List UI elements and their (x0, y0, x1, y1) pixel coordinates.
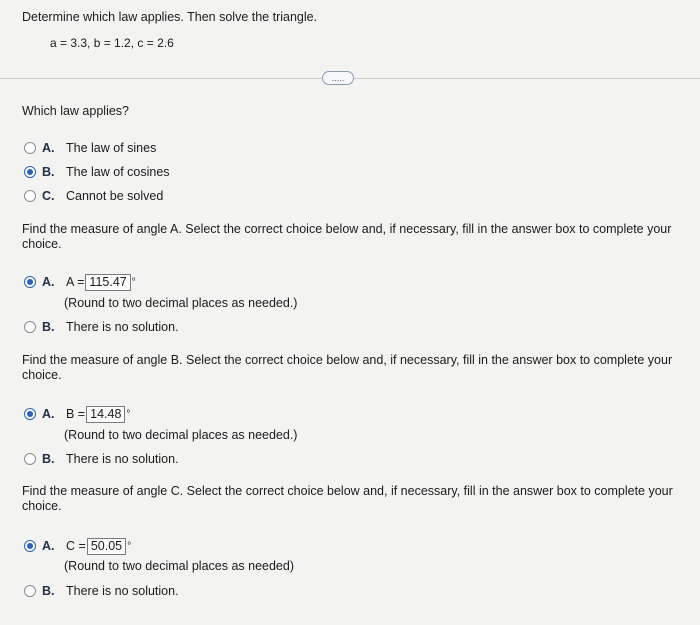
angle-a-answer-box[interactable]: 115.47 (85, 274, 130, 291)
rounding-note: (Round to two decimal places as needed) (64, 559, 294, 573)
angle-c-instruction: Find the measure of angle C. Select the correct choice below and, if necessary, fill in the answer box to complete your choice. (22, 484, 673, 513)
angle-a-instruction: Find the measure of angle A. Select the correct choice below and, if necessary, fill in the answer box to complete your choice. (22, 222, 672, 251)
option-text: The law of sines (66, 141, 157, 155)
option-letter: B. (42, 320, 55, 334)
option-letter: A. (42, 407, 55, 421)
degree-symbol: ° (126, 408, 131, 420)
question-which-law: Which law applies? (22, 104, 129, 118)
rounding-note: (Round to two decimal places as needed.) (64, 296, 298, 310)
option-text: There is no solution. (66, 584, 179, 598)
rounding-note: (Round to two decimal places as needed.) (64, 428, 298, 442)
angle-a-option-a[interactable] (24, 274, 136, 290)
option-text: Cannot be solved (66, 189, 164, 203)
angle-b-instruction: Find the measure of angle B. Select the correct choice below and, if necessary, fill in the answer box to complete your choice. (22, 353, 673, 382)
radio-button[interactable] (24, 321, 36, 333)
option-text: There is no solution. (66, 452, 179, 466)
angle-c-option-b[interactable] (24, 583, 179, 599)
radio-button[interactable] (24, 190, 36, 202)
radio-button-selected[interactable] (24, 276, 36, 288)
degree-symbol: ° (131, 276, 136, 288)
angle-b-answer-box[interactable]: 14.48 (86, 406, 125, 423)
law-option-c[interactable] (24, 188, 163, 204)
option-letter: A. (42, 141, 55, 155)
expand-more-button[interactable]: ..... (322, 71, 354, 85)
option-text: The law of cosines (66, 165, 170, 179)
option-text: There is no solution. (66, 320, 179, 334)
option-letter: A. (42, 275, 55, 289)
degree-symbol: ° (127, 540, 132, 552)
law-option-a[interactable] (24, 140, 156, 156)
option-letter: A. (42, 539, 55, 553)
angle-a-label: A = (66, 275, 85, 289)
angle-b-option-a[interactable] (24, 406, 130, 422)
option-letter: C. (42, 189, 55, 203)
angle-c-option-a[interactable] (24, 538, 131, 554)
given-values: a = 3.3, b = 1.2, c = 2.6 (50, 36, 174, 50)
angle-b-option-b[interactable] (24, 451, 179, 467)
radio-button[interactable] (24, 142, 36, 154)
radio-button[interactable] (24, 585, 36, 597)
angle-c-answer-box[interactable]: 50.05 (87, 538, 126, 555)
option-letter: B. (42, 452, 55, 466)
radio-button-selected[interactable] (24, 166, 36, 178)
option-letter: B. (42, 165, 55, 179)
option-letter: B. (42, 584, 55, 598)
angle-c-label: C = (66, 539, 86, 553)
law-option-b[interactable] (24, 164, 170, 180)
angle-b-label: B = (66, 407, 86, 421)
radio-button[interactable] (24, 453, 36, 465)
angle-a-option-b[interactable] (24, 319, 179, 335)
problem-prompt: Determine which law applies. Then solve the triangle. (22, 10, 318, 24)
radio-button-selected[interactable] (24, 408, 36, 420)
radio-button-selected[interactable] (24, 540, 36, 552)
